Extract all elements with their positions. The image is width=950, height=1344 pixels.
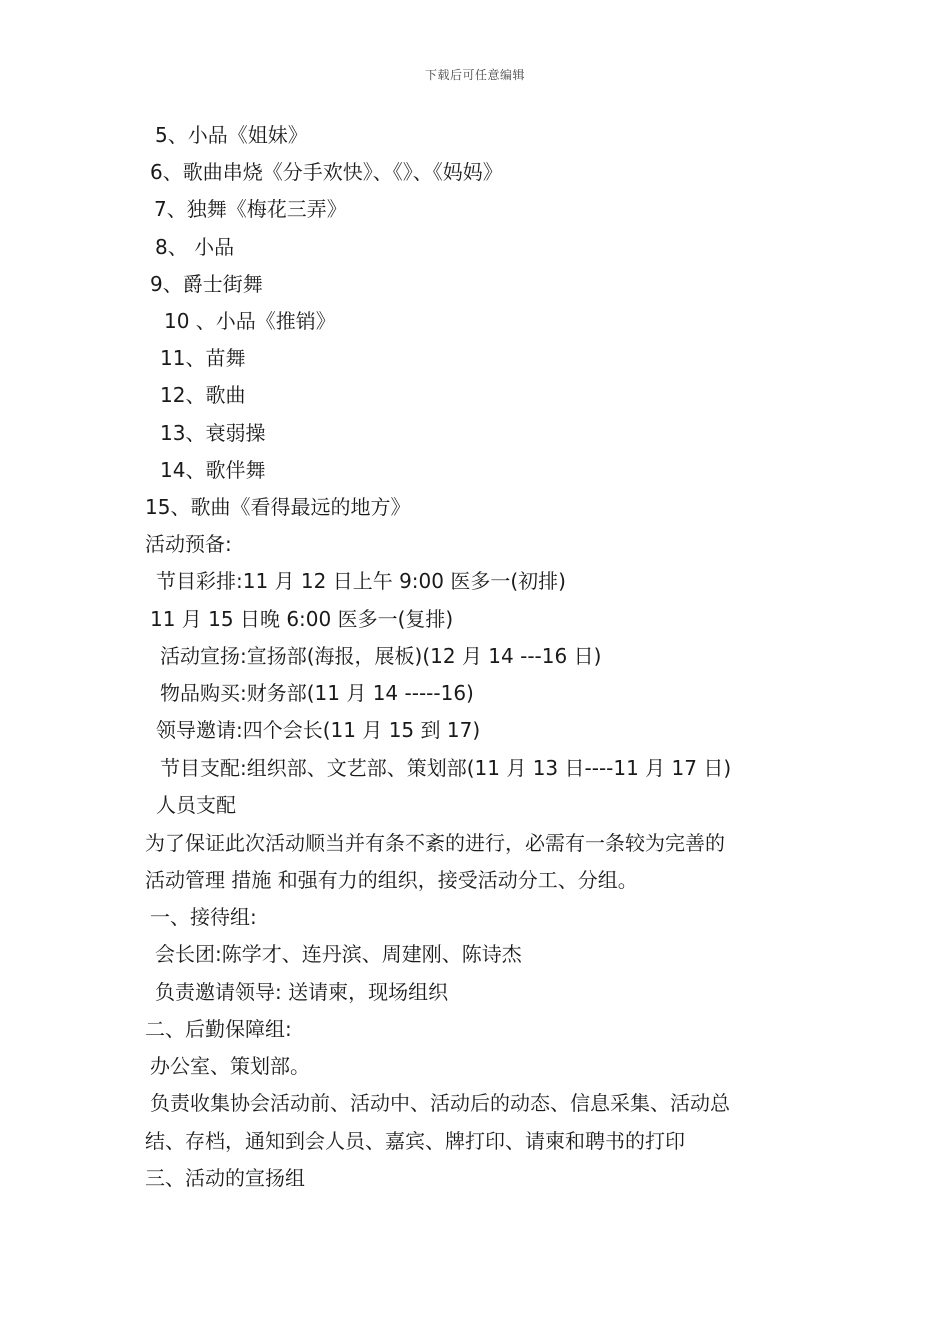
program-item-11: 11、苗舞 [160, 346, 246, 370]
reception-members: 会长团:陈学才、连丹滨、周建刚、陈诗杰 [155, 942, 522, 966]
logistics-duty-line-2: 结、存档，通知到会人员、嘉宾、牌打印、请柬和聘书的打印 [145, 1129, 685, 1153]
program-item-5: 5、小品《姐妹》 [155, 123, 308, 147]
program-item-13: 13、衰弱操 [160, 421, 266, 445]
page-header: 下载后可任意编辑 [424, 68, 525, 82]
prep-invitation: 领导邀请:四个会长(11 月 15 到 17) [156, 718, 481, 742]
section-heading-staffing: 人员支配 [156, 793, 236, 817]
program-item-9: 9、爵士街舞 [150, 272, 263, 296]
group-heading-reception: 一、接待组: [150, 905, 257, 929]
program-item-8: 8、 小品 [155, 235, 235, 259]
program-item-6: 6、歌曲串烧《分手欢快》、《》、《妈妈》 [150, 160, 503, 184]
prep-publicity: 活动宣扬:宣扬部(海报，展板)(12 月 14 ---16 日) [160, 644, 602, 668]
logistics-members: 办公室、策划部。 [150, 1054, 310, 1078]
prep-purchasing: 物品购买:财务部(11 月 14 -----16) [160, 681, 474, 705]
logistics-duty-line-1: 负责收集协会活动前、活动中、活动后的动态、信息采集、活动总 [150, 1091, 730, 1115]
prep-rehearsal-1: 节目彩排:11 月 12 日上午 9:00 医多一(初排) [156, 569, 566, 593]
group-heading-logistics: 二、后勤保障组: [145, 1017, 292, 1041]
group-heading-publicity: 三、活动的宣扬组 [145, 1166, 305, 1190]
reception-duty: 负责邀请领导: 送请柬，现场组织 [155, 980, 449, 1004]
program-item-12: 12、歌曲 [160, 383, 246, 407]
paragraph-line-1: 为了保证此次活动顺当并有条不紊的进行，必需有一条较为完善的 [145, 831, 725, 855]
paragraph-line-2: 活动管理 措施 和强有力的组织，接受活动分工、分组。 [145, 868, 638, 892]
program-item-7: 7、独舞《梅花三弄》 [154, 197, 347, 221]
program-item-10: 10 、小品《推销》 [164, 309, 336, 333]
prep-arrangement: 节目支配:组织部、文艺部、策划部(11 月 13 日----11 月 17 日) [160, 756, 732, 780]
program-item-15: 15、歌曲《看得最远的地方》 [145, 495, 411, 519]
prep-rehearsal-2: 11 月 15 日晚 6:00 医多一(复排) [150, 607, 454, 631]
section-heading-preparation: 活动预备: [145, 532, 232, 556]
program-item-14: 14、歌伴舞 [160, 458, 266, 482]
